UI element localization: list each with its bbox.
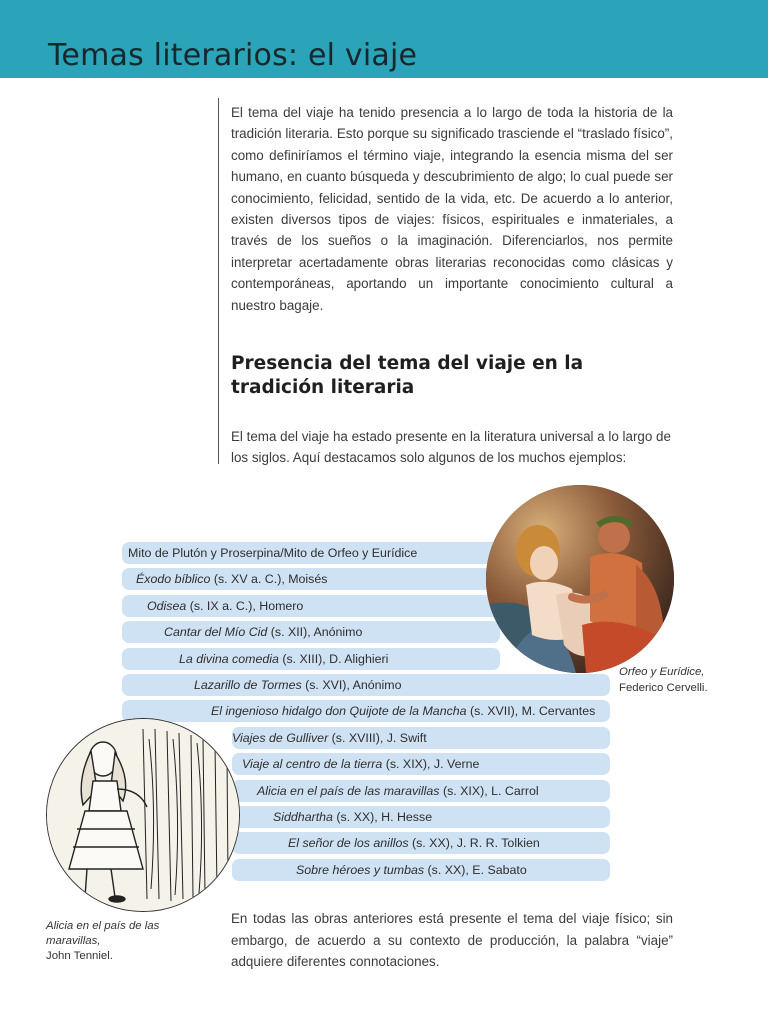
work-detail: (s. XX), H. Hesse	[332, 810, 433, 824]
work-detail: (s. XV a. C.), Moisés	[210, 572, 328, 587]
work-item	[122, 700, 610, 722]
orfeo-caption-title: Orfeo y Eurídice,	[619, 666, 705, 678]
work-title: Éxodo bíblico	[136, 572, 211, 587]
work-item	[232, 806, 610, 828]
work-detail: (s. IX a. C.), Homero	[186, 598, 304, 613]
work-detail: (s. XIX), L. Carrol	[439, 783, 539, 798]
work-detail: (s. XII), Anónimo	[267, 625, 363, 640]
work-item	[232, 780, 610, 802]
work-item	[232, 859, 610, 881]
work-item	[122, 621, 500, 643]
margin-rule	[218, 98, 219, 464]
alicia-illustration	[46, 718, 240, 912]
work-item	[122, 542, 500, 564]
alicia-caption-author: John Tenniel.	[46, 950, 113, 962]
work-item	[232, 753, 610, 775]
work-detail: (s. XX), J. R. R. Tolkien	[408, 836, 540, 851]
work-item	[122, 674, 610, 696]
page-header	[0, 0, 768, 78]
work-title: Siddhartha	[273, 810, 333, 824]
alicia-caption	[46, 919, 186, 964]
work-item	[232, 727, 610, 749]
work-detail: (s. XVI), Anónimo	[301, 678, 402, 692]
work-title: Viajes de Gulliver	[232, 730, 329, 745]
work-detail: (s. XVIII), J. Swift	[328, 730, 427, 745]
work-title: El ingenioso hidalgo don Quijote de la Mancha	[211, 704, 467, 719]
work-item	[232, 832, 610, 854]
work-title: Viaje al centro de la tierra	[242, 757, 383, 772]
work-item	[122, 648, 500, 670]
intro-paragraph: El tema del viaje ha tenido presencia a lo largo de toda la historia de la tradición literaria. Esto porque su significado trasciende el “traslado físico”, como definiríamos el término viaje, integrando la esencia misma del ser humano, en cuanto búsqueda y descubrimiento de algo; lo cual puede ser conocimiento, felicidad, sentido de la vida, etc. De acuerdo a lo anterior, existen diversos tipos de viajes: físicos, espirituales e inmateriales, a través de los sueños o la imaginación. Diferenciarlos, nos permite interpretar acertadamente obras literarias reconocidas como clásicas y contemporáneas, aportando un importante conocimiento cultural a nuestro bagaje.	[231, 105, 673, 313]
work-title: El señor de los anillos	[288, 836, 409, 851]
work-detail: (s. XIX), J. Verne	[382, 757, 480, 772]
section-intro: El tema del viaje ha estado presente en la literatura universal a lo largo de los siglos. Aquí destacamos solo algunos de los muchos ejemplos:	[231, 429, 671, 465]
closing-paragraph: En todas las obras anteriores está presente el tema del viaje físico; sin embargo, de acuerdo a su contexto de producción, la palabra “viaje” adquiere diferentes connotaciones.	[231, 911, 673, 970]
work-detail: (s. XVII), M. Cervantes	[466, 704, 596, 719]
orfeo-caption-author: Federico Cervelli.	[619, 681, 708, 694]
work-detail: (s. XX), E. Sabato	[424, 862, 527, 877]
work-title: Odisea	[147, 598, 187, 613]
work-detail: (s. XIII), D. Alighieri	[278, 651, 389, 666]
orfeo-euridice-painting	[486, 485, 674, 673]
work-title: Sobre héroes y tumbas	[296, 862, 425, 877]
work-title: La divina comedia	[179, 651, 279, 666]
alicia-caption-title: Alicia en el país de las maravillas,	[46, 920, 160, 947]
work-item	[122, 595, 500, 617]
work-title: Alicia en el país de las maravillas	[257, 783, 440, 798]
work-item	[122, 568, 500, 590]
section-title: Presencia del tema del viaje en la tradición literaria	[231, 353, 584, 398]
work-title: Cantar del Mío Cid	[164, 625, 268, 640]
work-title: Lazarillo de Tormes	[194, 678, 302, 692]
orfeo-caption	[619, 665, 729, 696]
page-title: Temas literarios: el viaje	[48, 38, 418, 73]
work-detail: Mito de Plutón y Proserpina/Mito de Orfeo y Eurídice	[128, 546, 418, 560]
